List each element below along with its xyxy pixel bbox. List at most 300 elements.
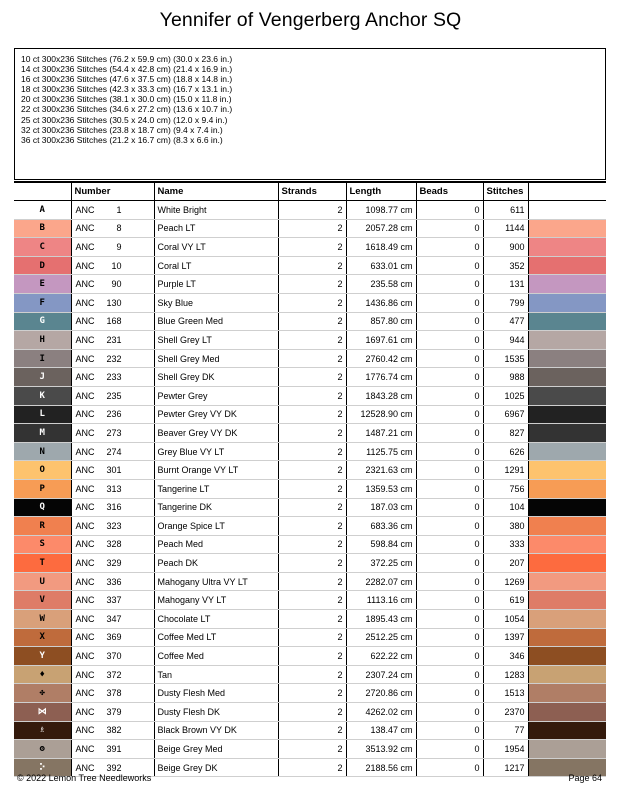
length-cell: 2512.25 cm [346,628,416,647]
stitches-cell: 104 [483,498,528,517]
fabric-size-line: 36 ct 300x236 Stitches (21.2 x 16.7 cm) (8.3 x 6.6 in.) [21,134,223,145]
floss-code: 370 [106,651,122,662]
symbol-cell: ⋈ [14,703,71,722]
beads-cell: 0 [416,758,483,777]
beads-cell: 0 [416,721,483,740]
symbol-cell: O [14,461,71,480]
table-row [14,628,606,647]
color-swatch [528,721,606,740]
beads-cell: 0 [416,628,483,647]
symbol-cell: Y [14,647,71,666]
table-row [14,517,606,536]
stitches-cell: 207 [483,554,528,573]
brand-label: ANC [75,204,95,215]
beads-cell: 0 [416,517,483,536]
length-cell: 2760.42 cm [346,349,416,368]
header-name: Name [154,182,278,201]
name-cell: Black Brown VY DK [154,721,278,740]
table-row [14,665,606,684]
beads-cell: 0 [416,256,483,275]
stitches-cell: 900 [483,238,528,257]
length-cell: 2321.63 cm [346,461,416,480]
header-symbol [14,182,71,201]
table-row [14,256,606,275]
number-cell [71,684,154,703]
length-cell: 857.80 cm [346,312,416,331]
length-cell: 1113.16 cm [346,591,416,610]
symbol-cell: U [14,572,71,591]
name-cell: Shell Grey DK [154,368,278,387]
stitches-cell: 619 [483,591,528,610]
beads-cell: 0 [416,238,483,257]
table-row [14,610,606,629]
number-cell [71,256,154,275]
color-swatch [528,256,606,275]
name-cell: Coral VY LT [154,238,278,257]
brand-label: ANC [75,446,95,457]
strands-cell: 2 [278,219,346,238]
strands-cell: 2 [278,368,346,387]
number-cell [71,498,154,517]
fabric-size-line: 10 ct 300x236 Stitches (76.2 x 59.9 cm) (30.0 x 23.6 in.) [21,54,233,64]
color-swatch [528,591,606,610]
stitches-cell: 346 [483,647,528,666]
name-cell: Peach Med [154,535,278,554]
strands-cell: 2 [278,665,346,684]
symbol-cell: I [14,349,71,368]
name-cell: Mahogany VY LT [154,591,278,610]
number-cell [71,405,154,424]
name-cell: Sky Blue [154,293,278,312]
symbol-cell: X [14,628,71,647]
beads-cell: 0 [416,461,483,480]
symbol-cell: ♗ [14,721,71,740]
table-row [14,349,606,368]
beads-cell: 0 [416,665,483,684]
symbol-cell: L [14,405,71,424]
length-cell: 1618.49 cm [346,238,416,257]
table-row [14,312,606,331]
number-cell [71,721,154,740]
symbol-cell: ♦ [14,665,71,684]
color-swatch [528,368,606,387]
color-swatch [528,665,606,684]
length-cell: 1697.61 cm [346,331,416,350]
number-cell [71,312,154,331]
beads-cell: 0 [416,312,483,331]
name-cell: Shell Grey Med [154,349,278,368]
brand-label: ANC [75,279,95,290]
brand-label: ANC [75,427,95,438]
table-row [14,479,606,498]
stitches-cell: 2370 [483,703,528,722]
length-cell: 683.36 cm [346,517,416,536]
brand-label: ANC [75,688,95,699]
strands-cell: 2 [278,442,346,461]
number-cell [71,517,154,536]
length-cell: 633.01 cm [346,256,416,275]
symbol-cell: K [14,386,71,405]
strands-cell: 2 [278,461,346,480]
number-cell [71,535,154,554]
beads-cell: 0 [416,201,483,220]
symbol-cell: H [14,331,71,350]
stitches-cell: 1291 [483,461,528,480]
symbol-cell: T [14,554,71,573]
floss-code: 336 [106,576,122,587]
name-cell: Beige Grey DK [154,758,278,777]
beads-cell: 0 [416,405,483,424]
symbol-cell: A [14,201,71,220]
table-row [14,572,606,591]
floss-code: 301 [106,465,122,476]
symbol-cell: B [14,219,71,238]
header-length: Length [346,182,416,201]
color-swatch [528,740,606,759]
color-swatch [528,535,606,554]
name-cell: Coffee Med LT [154,628,278,647]
symbol-cell: ʘ [14,740,71,759]
strands-cell: 2 [278,610,346,629]
floss-code: 379 [106,706,122,717]
stitches-cell: 1283 [483,665,528,684]
number-cell [71,628,154,647]
brand-label: ANC [75,297,95,308]
strands-cell: 2 [278,721,346,740]
symbol-cell: F [14,293,71,312]
fabric-size-line: 32 ct 300x236 Stitches (23.8 x 18.7 cm) (9.4 x 7.4 in.) [21,124,223,135]
page-title: Yennifer of Vengerberg Anchor SQ [159,9,462,31]
strands-cell: 2 [278,740,346,759]
floss-code: 233 [106,372,122,383]
beads-cell: 0 [416,591,483,610]
table-row [14,275,606,294]
number-cell [71,238,154,257]
name-cell: Peach DK [154,554,278,573]
floss-code: 9 [116,241,122,252]
strands-cell: 2 [278,535,346,554]
brand-label: ANC [75,520,95,531]
stitches-cell: 1144 [483,219,528,238]
color-swatch [528,517,606,536]
symbol-cell: E [14,275,71,294]
length-cell: 4262.02 cm [346,703,416,722]
floss-code: 392 [106,762,122,773]
length-cell: 2282.07 cm [346,572,416,591]
color-swatch [528,479,606,498]
strands-cell: 2 [278,554,346,573]
brand-label: ANC [75,725,95,736]
number-cell [71,479,154,498]
name-cell: Burnt Orange VY LT [154,461,278,480]
length-cell: 1125.75 cm [346,442,416,461]
beads-cell: 0 [416,740,483,759]
number-cell [71,201,154,220]
stitches-cell: 944 [483,331,528,350]
number-cell [71,219,154,238]
header-swatch [528,182,606,201]
brand-label: ANC [75,651,95,662]
floss-code: 130 [106,297,122,308]
beads-cell: 0 [416,703,483,722]
length-cell: 372.25 cm [346,554,416,573]
number-cell [71,554,154,573]
symbol-cell: P [14,479,71,498]
name-cell: Beige Grey Med [154,740,278,759]
brand-label: ANC [75,762,95,773]
stitches-cell: 1269 [483,572,528,591]
number-cell [71,703,154,722]
stitches-cell: 611 [483,201,528,220]
symbol-cell: N [14,442,71,461]
length-cell: 622.22 cm [346,647,416,666]
floss-code: 10 [111,260,122,271]
brand-label: ANC [75,502,95,513]
color-swatch [528,684,606,703]
color-swatch [528,610,606,629]
brand-label: ANC [75,613,95,624]
color-swatch [528,331,606,350]
stitches-cell: 1054 [483,610,528,629]
number-cell [71,665,154,684]
length-cell: 1359.53 cm [346,479,416,498]
number-cell [71,293,154,312]
beads-cell: 0 [416,424,483,443]
symbol-cell: J [14,368,71,387]
brand-label: ANC [75,316,95,327]
fabric-size-line: 16 ct 300x236 Stitches (47.6 x 37.5 cm) (18.8 x 14.8 in.) [21,74,233,85]
symbol-cell: R [14,517,71,536]
brand-label: ANC [75,539,95,550]
strands-cell: 2 [278,517,346,536]
beads-cell: 0 [416,368,483,387]
color-swatch [528,405,606,424]
symbol-cell: ⠕ [14,758,71,777]
name-cell: Dusty Flesh Med [154,684,278,703]
strands-cell: 2 [278,572,346,591]
floss-code: 90 [111,279,122,290]
stitches-cell: 626 [483,442,528,461]
stitches-cell: 477 [483,312,528,331]
table-row [14,368,606,387]
brand-label: ANC [75,632,95,643]
strands-cell: 2 [278,238,346,257]
table-row [14,386,606,405]
length-cell: 1436.86 cm [346,293,416,312]
brand-label: ANC [75,223,95,234]
name-cell: Pewter Grey VY DK [154,405,278,424]
color-swatch [528,703,606,722]
strands-cell: 2 [278,201,346,220]
color-swatch [528,628,606,647]
number-cell [71,368,154,387]
number-cell [71,647,154,666]
name-cell: Mahogany Ultra VY LT [154,572,278,591]
brand-label: ANC [75,372,95,383]
header-beads: Beads [416,182,483,201]
table-row [14,684,606,703]
color-swatch [528,219,606,238]
floss-code: 273 [106,427,122,438]
name-cell: Tangerine LT [154,479,278,498]
strands-cell: 2 [278,703,346,722]
length-cell: 138.47 cm [346,721,416,740]
footer-copyright: © 2022 Lemon Tree Needleworks [17,773,152,783]
symbol-cell: S [14,535,71,554]
floss-code: 378 [106,688,122,699]
length-cell: 1487.21 cm [346,424,416,443]
floss-code: 323 [106,520,122,531]
beads-cell: 0 [416,349,483,368]
color-swatch [528,442,606,461]
name-cell: Shell Grey LT [154,331,278,350]
floss-code: 369 [106,632,122,643]
floss-code: 316 [106,502,122,513]
floss-code: 8 [116,223,122,234]
beads-cell: 0 [416,331,483,350]
name-cell: Tangerine DK [154,498,278,517]
number-cell [71,461,154,480]
brand-label: ANC [75,260,95,271]
strands-cell: 2 [278,591,346,610]
number-cell [71,386,154,405]
name-cell: Chocolate LT [154,610,278,629]
strands-cell: 2 [278,405,346,424]
strands-cell: 2 [278,647,346,666]
number-cell [71,740,154,759]
floss-code: 347 [106,613,122,624]
header-strands: Strands [278,182,346,201]
color-swatch [528,554,606,573]
strands-cell: 2 [278,349,346,368]
floss-code: 1 [116,204,122,215]
symbol-cell: D [14,256,71,275]
strands-cell: 2 [278,312,346,331]
stitches-cell: 6967 [483,405,528,424]
number-cell [71,572,154,591]
stitches-cell: 380 [483,517,528,536]
number-cell [71,275,154,294]
length-cell: 1843.28 cm [346,386,416,405]
strands-cell: 2 [278,275,346,294]
color-swatch [528,647,606,666]
stitches-cell: 827 [483,424,528,443]
floss-code: 328 [106,539,122,550]
name-cell: Coffee Med [154,647,278,666]
stitches-cell: 1954 [483,740,528,759]
brand-label: ANC [75,744,95,755]
color-swatch [528,293,606,312]
stitches-cell: 1025 [483,386,528,405]
symbol-cell: G [14,312,71,331]
floss-code: 236 [106,409,122,420]
name-cell: Grey Blue VY LT [154,442,278,461]
name-cell: Purple LT [154,275,278,294]
color-swatch [528,386,606,405]
name-cell: Beaver Grey VY DK [154,424,278,443]
footer-page-number: Page 64 [568,773,602,783]
table-row [14,740,606,759]
name-cell: Orange Spice LT [154,517,278,536]
symbol-cell: M [14,424,71,443]
length-cell: 2188.56 cm [346,758,416,777]
brand-label: ANC [75,353,95,364]
number-cell [71,610,154,629]
brand-label: ANC [75,558,95,569]
floss-code: 274 [106,446,122,457]
table-row [14,442,606,461]
length-cell: 2720.86 cm [346,684,416,703]
beads-cell: 0 [416,554,483,573]
length-cell: 187.03 cm [346,498,416,517]
fabric-size-line: 22 ct 300x236 Stitches (34.6 x 27.2 cm) (13.6 x 10.7 in.) [21,104,233,115]
symbol-cell: C [14,238,71,257]
number-cell [71,442,154,461]
floss-code: 313 [106,483,122,494]
number-cell [71,349,154,368]
table-header-row [14,182,606,201]
strands-cell: 2 [278,331,346,350]
brand-label: ANC [75,576,95,587]
strands-cell: 2 [278,386,346,405]
length-cell: 2307.24 cm [346,665,416,684]
floss-code: 329 [106,558,122,569]
floss-code: 382 [106,725,122,736]
fabric-size-line: 25 ct 300x236 Stitches (30.5 x 24.0 cm) (12.0 x 9.4 in.) [21,114,228,125]
fabric-size-line: 18 ct 300x236 Stitches (42.3 x 33.3 cm) (16.7 x 13.1 in.) [21,84,233,95]
symbol-cell: ✤ [14,684,71,703]
symbol-cell: V [14,591,71,610]
strands-cell: 2 [278,684,346,703]
length-cell: 2057.28 cm [346,219,416,238]
floss-code: 337 [106,595,122,606]
color-swatch [528,498,606,517]
brand-label: ANC [75,241,95,252]
beads-cell: 0 [416,647,483,666]
table-row [14,703,606,722]
table-row [14,498,606,517]
color-swatch [528,275,606,294]
length-cell: 1895.43 cm [346,610,416,629]
table-row [14,554,606,573]
name-cell: Peach LT [154,219,278,238]
brand-label: ANC [75,669,95,680]
floss-code: 168 [106,316,122,327]
floss-code: 391 [106,744,122,755]
color-swatch [528,201,606,220]
table-row [14,238,606,257]
table-row [14,535,606,554]
brand-label: ANC [75,483,95,494]
floss-code: 231 [106,334,122,345]
stitches-cell: 1513 [483,684,528,703]
table-row [14,424,606,443]
beads-cell: 0 [416,572,483,591]
color-swatch [528,424,606,443]
stitches-cell: 756 [483,479,528,498]
brand-label: ANC [75,334,95,345]
floss-code: 372 [106,669,122,680]
length-cell: 235.58 cm [346,275,416,294]
beads-cell: 0 [416,386,483,405]
table-row [14,219,606,238]
strands-cell: 2 [278,424,346,443]
name-cell: Pewter Grey [154,386,278,405]
floss-code: 235 [106,390,122,401]
name-cell: Coral LT [154,256,278,275]
strands-cell: 2 [278,479,346,498]
strands-cell: 2 [278,628,346,647]
